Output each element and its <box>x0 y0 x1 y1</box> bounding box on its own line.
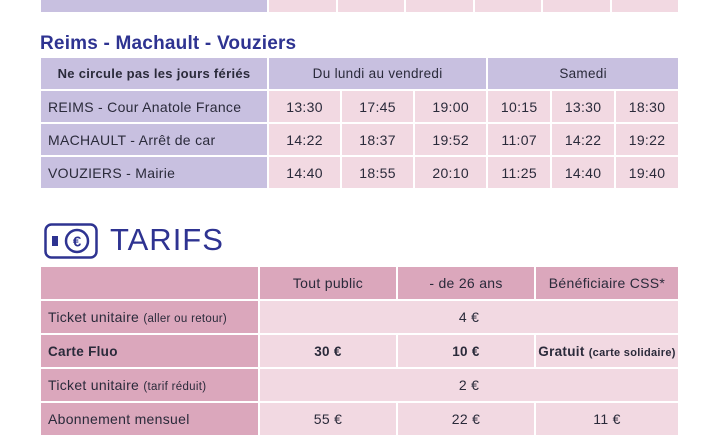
table-row <box>41 157 678 188</box>
departure-time: 14:22 <box>552 124 614 155</box>
departure-time: 17:45 <box>342 91 413 122</box>
tarif-price: 2 € <box>260 369 678 401</box>
tarifs-title: TARIFS <box>110 222 224 257</box>
schedule-header-row <box>41 58 678 89</box>
departure-time: 14:22 <box>269 124 340 155</box>
svg-text:€: € <box>72 233 82 251</box>
table-cell <box>475 0 542 12</box>
tarif-price: 10 € <box>398 335 534 367</box>
table-cell <box>338 0 405 12</box>
table-cell <box>41 0 267 12</box>
departure-time: 18:55 <box>342 157 413 188</box>
tarif-label <box>41 301 258 333</box>
table-cell <box>269 0 336 12</box>
tarif-price: 11 € <box>536 403 678 435</box>
tarif-price: 4 € <box>260 301 678 333</box>
tarif-label-note: (aller ou retour) <box>143 313 228 325</box>
tarif-price: 55 € <box>260 403 396 435</box>
tarif-label: Carte Fluo <box>41 335 258 367</box>
departure-time: 19:52 <box>415 124 486 155</box>
departure-time: 11:25 <box>488 157 550 188</box>
previous-schedule-table-remnant <box>39 0 680 14</box>
empty-header-cell <box>41 267 258 299</box>
tarif-price: 30 € <box>260 335 396 367</box>
tarif-label-text: Ticket unitaire <box>48 309 140 325</box>
departure-time: 14:40 <box>269 157 340 188</box>
departure-time: 18:37 <box>342 124 413 155</box>
stop-name: REIMS - Cour Anatole France <box>41 91 267 122</box>
departure-time: 10:15 <box>488 91 550 122</box>
special-price-text: Gratuit <box>538 343 585 359</box>
stop-name: VOUZIERS - Mairie <box>41 157 267 188</box>
table-row <box>41 335 678 367</box>
route-title: Reims - Machault - Vouziers <box>40 33 297 54</box>
departure-time: 11:07 <box>488 124 550 155</box>
departure-time: 14:40 <box>552 157 614 188</box>
table-row <box>41 0 678 12</box>
column-header-tout-public: Tout public <box>260 267 396 299</box>
tarif-price-special <box>536 335 678 367</box>
table-row <box>41 124 678 155</box>
tarif-price: 22 € <box>398 403 534 435</box>
euro-card-icon <box>44 223 98 259</box>
departure-time: 19:22 <box>616 124 678 155</box>
table-cell <box>406 0 473 12</box>
tarif-label-text: Ticket unitaire <box>48 377 140 393</box>
table-row <box>41 91 678 122</box>
holiday-note: Ne circule pas les jours fériés <box>41 58 267 89</box>
departure-time: 13:30 <box>269 91 340 122</box>
tarif-label-note: (tarif réduit) <box>143 381 207 393</box>
column-header-moins-26: - de 26 ans <box>398 267 534 299</box>
table-row <box>41 369 678 401</box>
saturday-header: Samedi <box>488 58 678 89</box>
schedule-table <box>39 56 680 190</box>
column-header-css: Bénéficiaire CSS* <box>536 267 678 299</box>
table-cell <box>543 0 610 12</box>
departure-time: 18:30 <box>616 91 678 122</box>
tarif-label: Abonnement mensuel <box>41 403 258 435</box>
table-cell <box>612 0 679 12</box>
stop-name: MACHAULT - Arrêt de car <box>41 124 267 155</box>
departure-time: 19:00 <box>415 91 486 122</box>
departure-time: 20:10 <box>415 157 486 188</box>
special-price-note: (carte solidaire) <box>588 346 676 359</box>
tarifs-table <box>39 265 680 437</box>
table-row <box>41 301 678 333</box>
departure-time: 13:30 <box>552 91 614 122</box>
weekdays-header: Du lundi au vendredi <box>269 58 486 89</box>
tarif-label <box>41 369 258 401</box>
table-row <box>41 403 678 435</box>
departure-time: 19:40 <box>616 157 678 188</box>
tarifs-header-row <box>41 267 678 299</box>
